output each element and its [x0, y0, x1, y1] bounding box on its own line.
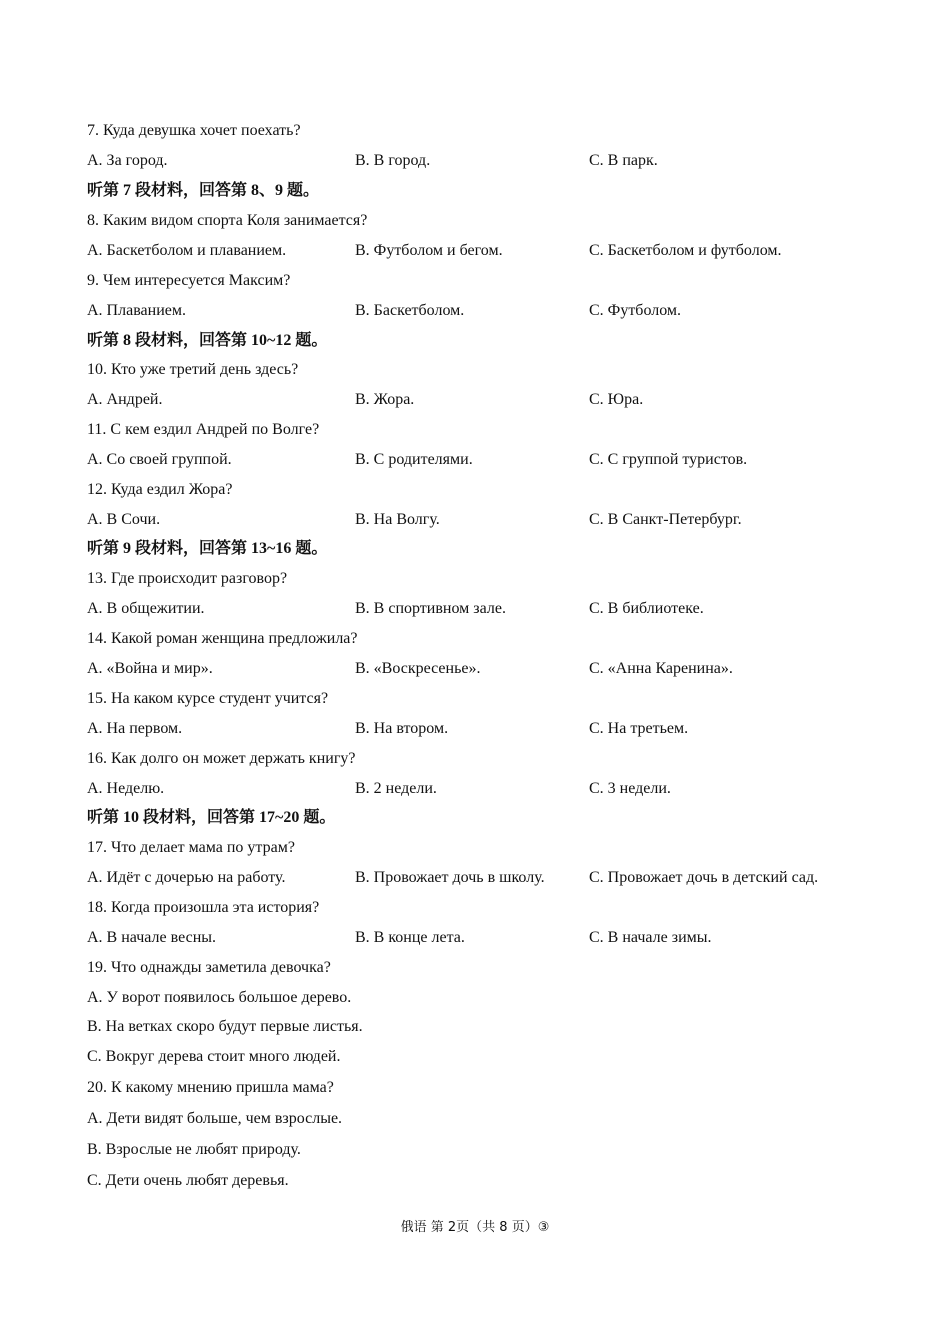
q18-option-a: A. В начале весны.	[87, 929, 216, 946]
q12-option-c: C. В Санкт-Петербург.	[589, 511, 742, 528]
question-14: 14. Какой роман женщина предложила?	[87, 630, 358, 647]
q7-option-b: B. В город.	[355, 152, 431, 169]
question-8: 8. Каким видом спорта Коля занимается?	[87, 212, 368, 229]
q9-option-a: A. Плаванием.	[87, 302, 186, 319]
q10-option-b: B. Жора.	[355, 391, 415, 408]
section-9-heading: 听第 9 段材料，回答第 13~16 题。	[87, 540, 328, 557]
question-11: 11. С кем ездил Андрей по Волге?	[87, 421, 320, 438]
q14-option-b: B. «Воскресенье».	[355, 660, 481, 677]
q11-option-a: A. Со своей группой.	[87, 451, 232, 468]
q18-option-b: B. В конце лета.	[355, 929, 465, 946]
q16-option-a: A. Неделю.	[87, 780, 165, 797]
q9-option-c: C. Футболом.	[589, 302, 682, 319]
q13-option-c: C. В библиотеке.	[589, 600, 704, 617]
q14-option-c: C. «Анна Каренина».	[589, 660, 733, 677]
q20-option-c: C. Дети очень любят деревья.	[87, 1172, 289, 1189]
q10-option-c: C. Юра.	[589, 391, 644, 408]
question-9: 9. Чем интересуется Максим?	[87, 272, 291, 289]
q16-option-c: C. 3 недели.	[589, 780, 671, 797]
question-17: 17. Что делает мама по утрам?	[87, 839, 295, 856]
q12-option-b: B. На Волгу.	[355, 511, 440, 528]
q16-option-b: B. 2 недели.	[355, 780, 437, 797]
q12-option-a: A. В Сочи.	[87, 511, 161, 528]
q9-option-b: B. Баскетболом.	[355, 302, 465, 319]
question-18: 18. Когда произошла эта история?	[87, 899, 320, 916]
q15-option-c: C. На третьем.	[589, 720, 689, 737]
q15-option-b: B. На втором.	[355, 720, 449, 737]
question-16: 16. Как долго он может держать книгу?	[87, 750, 356, 767]
page-footer: 俄语 第 2页（共 8 页）③	[400, 1220, 550, 1235]
q19-option-b: B. На ветках скоро будут первые листья.	[87, 1018, 363, 1035]
section-8-heading: 听第 8 段材料，回答第 10~12 题。	[87, 332, 328, 349]
q17-option-c: C. Провожает дочь в детский сад.	[589, 869, 819, 886]
q19-option-c: C. Вокруг дерева стоит много людей.	[87, 1048, 341, 1065]
q13-option-b: B. В спортивном зале.	[355, 600, 506, 617]
q20-option-a: A. Дети видят больше, чем взрослые.	[87, 1110, 343, 1127]
q8-option-c: C. Баскетболом и футболом.	[589, 242, 782, 259]
question-15: 15. На каком курсе студент учится?	[87, 690, 329, 707]
q13-option-a: A. В общежитии.	[87, 600, 205, 617]
q7-option-c: C. В парк.	[589, 152, 658, 169]
q14-option-a: A. «Война и мир».	[87, 660, 213, 677]
q11-option-b: B. С родителями.	[355, 451, 473, 468]
question-13: 13. Где происходит разговор?	[87, 570, 288, 587]
section-10-heading: 听第 10 段材料，回答第 17~20 题。	[87, 809, 336, 826]
q19-option-a: A. У ворот появилось большое дерево.	[87, 989, 352, 1006]
question-7: 7. Куда девушка хочет поехать?	[87, 122, 301, 139]
q15-option-a: A. На первом.	[87, 720, 183, 737]
q20-option-b: B. Взрослые не любят природу.	[87, 1141, 301, 1158]
question-20: 20. К какому мнению пришла мама?	[87, 1079, 334, 1096]
question-12: 12. Куда ездил Жора?	[87, 481, 233, 498]
question-10: 10. Кто уже третий день здесь?	[87, 361, 299, 378]
q7-option-a: A. За город.	[87, 152, 168, 169]
section-7-heading: 听第 7 段材料，回答第 8、9 题。	[87, 182, 320, 199]
q18-option-c: C. В начале зимы.	[589, 929, 712, 946]
q10-option-a: A. Андрей.	[87, 391, 163, 408]
question-19: 19. Что однажды заметила девочка?	[87, 959, 331, 976]
q17-option-b: B. Провожает дочь в школу.	[355, 869, 545, 886]
q11-option-c: C. С группой туристов.	[589, 451, 748, 468]
q8-option-b: B. Футболом и бегом.	[355, 242, 503, 259]
q17-option-a: A. Идёт с дочерью на работу.	[87, 869, 286, 886]
q8-option-a: A. Баскетболом и плаванием.	[87, 242, 287, 259]
